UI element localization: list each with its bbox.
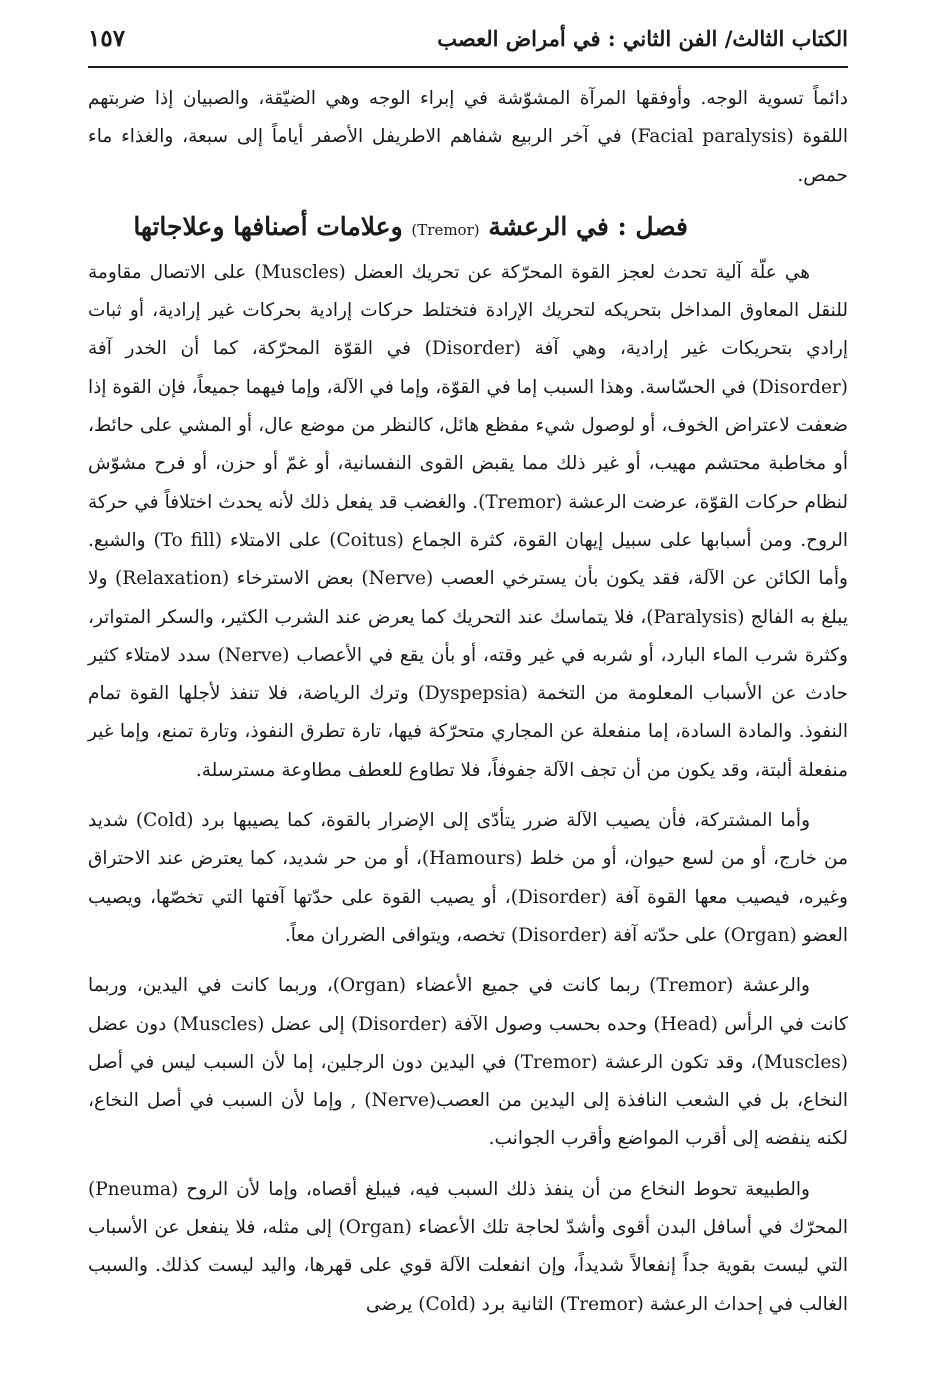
paragraph: وأما المشتركة، فأن يصيب الآلة ضرر يتأدّى إلى الإضرار بالقوة، كما يصيبها برد (Cold) شديد من خارج، أو من لسع حيوان، أو من خلط (Hamours)، أو من حر شديد، كما يعترض عند الاحتراق وغيره، فيصيب معها القوة آفة (Disorder)، أو يصيب القوة على حدّتها آفتها التي تخصّها، ويصيب العضو (Organ) على حدّته آفة (Disorder) تخصه، ويتوافى الضرران معاً. <box>88 810 848 946</box>
section-heading-prefix: فصل : في الرعشة <box>488 211 688 241</box>
section-heading <box>88 207 848 250</box>
section-heading-suffix: وعلامات أصنافها وعلاجاتها <box>133 211 403 241</box>
paragraph: والطبيعة تحوط النخاع من أن ينفذ ذلك السبب فيه، فيبلغ أقصاه، وإما لأن الروح (Pneuma) المحرّك في أسافل البدن أقوى وأشدّ لحاجة تلك الأعضاء (Organ) إلى مثله، فلا ينفعل عن الأسباب التي ليست بقوية جداً إنفعالاً شديداً، وإن انفعلت الآلة قوي على قهرها، واليد ليست كذلك. والسبب الغالب في إحداث الرعشة (Tremor) الثانية برد (Cold) يرضى <box>88 1178 848 1315</box>
paragraph: والرعشة (Tremor) ربما كانت في جميع الأعضاء (Organ)، وربما كانت في اليدين، وربما كانت في الرأس (Head) وحده بحسب وصول الآفة (Disorder) إلى عضل (Muscles) دون عضل (Muscles)، وقد تكون الرعشة (Tremor) في اليدين دون الرجلين، إما لأن السبب ليس في أصل النخاع، بل في الشعب النافذة إلى اليدين من العصب(Nerve) , وإما لأن السبب في أصل النخاع، لكنه ينفضه إلى أقرب المواضع وأقرب الجوانب. <box>88 975 849 1150</box>
page-body <box>88 80 848 1336</box>
intro-paragraph: دائماً تسوية الوجه. وأوفقها المرآة المشوّشة في إبراء الوجه وهي الضيّقة، والصبيان إذا ضربتهم اللقوة (Facial paralysis) في آخر الربيع شفاهم الاطريفل الأصفر أياماً إلى سبعة، والغذاء ماء حمص. <box>88 88 849 186</box>
paragraph: هي علّة آلية تحدث لعجز القوة المحرّكة عن تحريك العضل (Muscles) على الاتصال مقاومة للنقل المعاوق المداخل بتحريكه لتحريك الإرادة فتختلط حركات إرادية بحركات غير إرادية، أو ثبات إرادي بتحريكات غير إرادية، وهي آفة (Disorder) في القوّة المحرّكة، كما أن الخدر آفة (Disorder) في الحسّاسة. وهذا السبب إما في القوّة، وإما في الآلة، وإما فيهما جميعاً، فإن القوة إذا ضعفت لاعتراض الخوف، أو لوصول شيء مفظع هائل، كالنظر من موضع عال، أو المشي على حائط، أو مخاطبة محتشم مهيب، أو غير ذلك مما يقبض القوى النفسانية، أو غمّ أو حزن، أو فرح مشوّش لنظام حركات القوّة، عرضت الرعشة (Tremor). والغضب قد يفعل ذلك لأنه يحدث اختلافاً في حركة الروح. ومن أسبابها على سبيل إيهان القوة، كثرة الجماع (Coitus) على الامتلاء (To fill) والشبع. وأما الكائن عن الآلة، فقد يكون بأن يسترخي العصب (Nerve) بعض الاسترخاء (Relaxation) ولا يبلغ به الفالج (Paralysis)، فلا يتماسك عند التحريك كما يعرض عند الشرب الكثير، والسكر المتواتر، وكثرة شرب الماء البارد، أو شربه في غير وقته، أو بأن يقع في الأعصاب (Nerve) سدد لامتلاء كثير حادث عن الأسباب المعلومة من التخمة (Dyspepsia) وترك الرياضة، فلا تنفذ لأجلها القوة تمام النفوذ. والمادة السادة، إما منفعلة عن المجاري متحرّكة فيها، تارة تطرق النفوذ، وتارة تمنع، وإما غير منفعلة ألبتة، وقد يكون من أن تجف الآلة جفوفاً، فلا تطاوع للعطف مطاوعة مسترسلة. <box>88 261 849 781</box>
running-header <box>88 20 848 56</box>
section-heading-latin: (Tremor) <box>411 220 480 239</box>
page-number: ١٥٧ <box>88 24 126 52</box>
running-title: الكتاب الثالث/ الفن الثاني : في أمراض العصب <box>437 25 848 51</box>
header-divider <box>88 66 848 68</box>
